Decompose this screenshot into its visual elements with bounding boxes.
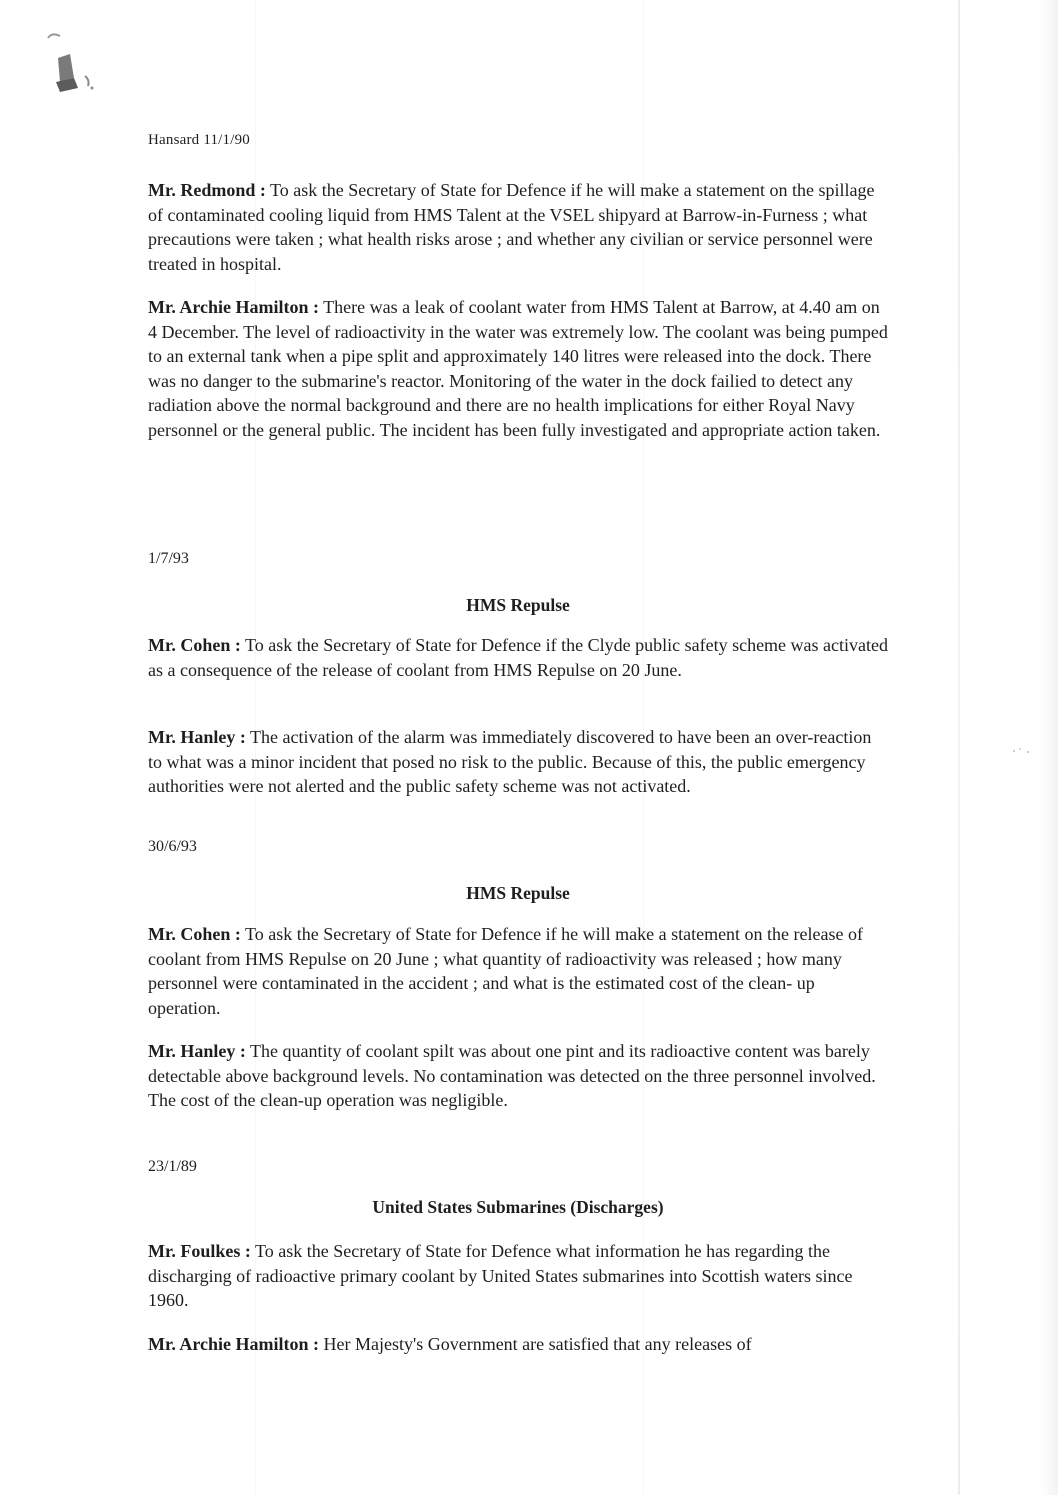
- punch-hole-mark-icon: [30, 18, 120, 108]
- section-heading: HMS Repulse: [466, 883, 570, 903]
- speaker-name: Mr. Hanley :: [148, 727, 246, 747]
- paragraph-text: Her Majesty's Government are satisfied that any releases of: [318, 1334, 752, 1354]
- answer-paragraph: [148, 725, 888, 799]
- question-paragraph: [148, 633, 888, 682]
- paragraph-text: To ask the Secretary of State for Defence if he will make a statement on the spillage of contaminated cooling liquid from HMS Talent at the VSEL shipyard at Barrow-in-Furness ; what precautions were taken ; what health risks arose ; and whether any civilian or service personnel were treated in hospital.: [148, 180, 875, 274]
- paragraph-text: To ask the Secretary of State for Defence if he will make a statement on the release of coolant from HMS Repulse on 20 June ; what quantity of radioactivity was released ; how many personnel were contaminated in the accident ; and what is the estimated cost of the clean- up operation.: [148, 924, 863, 1018]
- question-paragraph: [148, 922, 888, 1020]
- speaker-name: Mr. Archie Hamilton :: [148, 297, 319, 317]
- scan-speck-mark: [1010, 745, 1040, 757]
- answer-paragraph: [148, 1039, 888, 1113]
- paragraph-text: There was a leak of coolant water from HMS Talent at Barrow, at 4.40 am on 4 December. The level of radioactivity in the water was extremely low. The coolant was being pumped to an external tank when a pipe split and approximately 140 litres were released into the dock. There was no danger to the submarine's reactor. Monitoring of the water in the dock failied to detect any radiation above the normal background and there are no health implications for either Royal Navy personnel or the general public. The incident has been fully investigated and appropriate action taken.: [148, 297, 888, 440]
- answer-paragraph: [148, 295, 888, 442]
- section-heading: HMS Repulse: [466, 595, 570, 615]
- question-paragraph: [148, 178, 888, 276]
- source-date: Hansard 11/1/90: [148, 132, 251, 148]
- entry-date: 1/7/93: [148, 550, 189, 567]
- entry-date: 23/1/89: [148, 1158, 197, 1175]
- page-fold-line: [958, 0, 960, 1495]
- speaker-name: Mr. Cohen :: [148, 924, 241, 944]
- section-heading: United States Submarines (Discharges): [372, 1197, 664, 1217]
- paragraph-text: To ask the Secretary of State for Defence what information he has regarding the discharging of radioactive primary coolant by United States submarines into Scottish waters since 1960.: [148, 1241, 853, 1310]
- speaker-name: Mr. Hanley :: [148, 1041, 246, 1061]
- speaker-name: Mr. Foulkes :: [148, 1241, 251, 1261]
- speaker-name: Mr. Archie Hamilton :: [148, 1334, 319, 1354]
- question-paragraph: [148, 1239, 888, 1313]
- paragraph-text: To ask the Secretary of State for Defence if the Clyde public safety scheme was activated as a consequence of the release of coolant from HMS Repulse on 20 June.: [148, 635, 888, 680]
- speaker-name: Mr. Redmond :: [148, 180, 266, 200]
- paragraph-text: The quantity of coolant spilt was about one pint and its radioactive content was barely detectable above background levels. No contamination was detected on the three personnel involved. The cost of the clean-up operation was negligible.: [148, 1041, 876, 1110]
- paragraph-text: The activation of the alarm was immediately discovered to have been an over-reaction to what was a minor incident that posed no risk to the public. Because of this, the public emergency authorities were not alerted and the public safety scheme was not activated.: [148, 727, 872, 796]
- answer-paragraph: [148, 1332, 888, 1357]
- speaker-name: Mr. Cohen :: [148, 635, 241, 655]
- entry-date: 30/6/93: [148, 838, 197, 855]
- page-edge-shadow: [1040, 0, 1058, 1495]
